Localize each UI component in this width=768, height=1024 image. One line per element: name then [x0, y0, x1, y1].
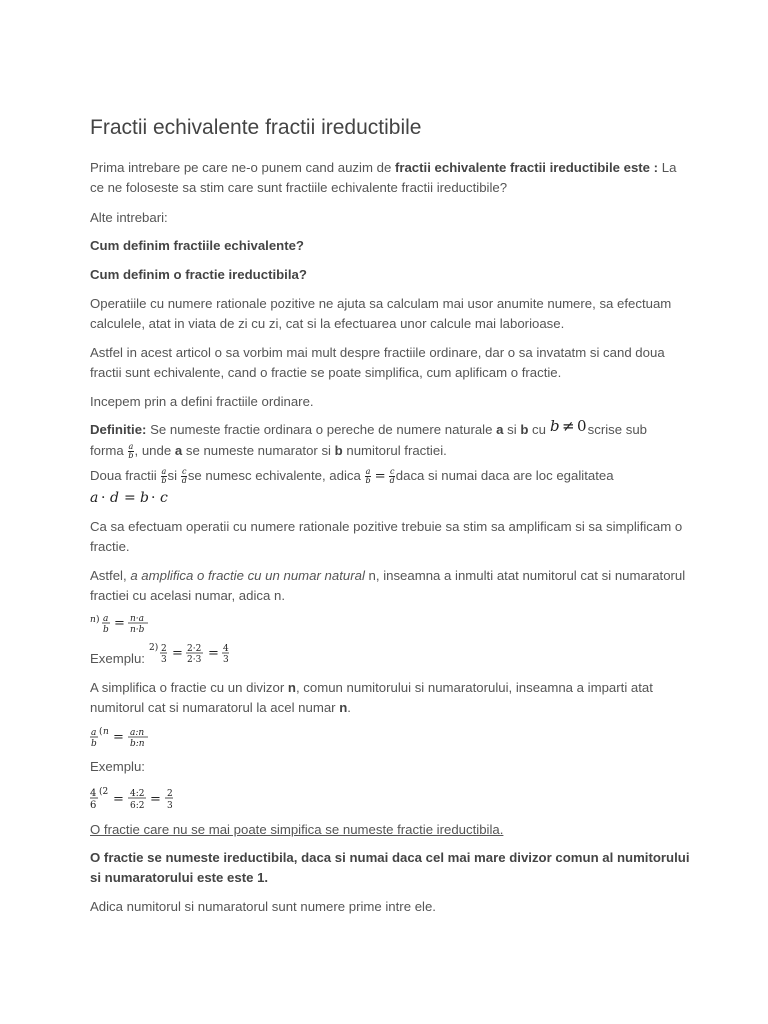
question-1-text: Cum definim fractiile echivalente?	[90, 238, 304, 253]
bold-definition	[90, 848, 690, 888]
fraction-a-b: $\frac{a}{b}$	[161, 467, 167, 486]
svg-text:=: =	[113, 730, 124, 745]
svg-text:=: =	[113, 792, 124, 807]
svg-text:a: a	[91, 728, 97, 738]
definition-text-3: cu	[528, 422, 550, 437]
svg-text:n·a: n·a	[130, 614, 145, 624]
svg-text:(2: (2	[99, 787, 109, 797]
svg-text:2): 2)	[148, 643, 158, 653]
svg-text:·: ·	[101, 490, 106, 506]
svg-text:=: =	[171, 646, 183, 661]
svg-text:a: a	[90, 490, 99, 506]
svg-text:3: 3	[222, 655, 229, 665]
amplifica-text-1: Astfel,	[90, 568, 131, 583]
svg-text:c: c	[160, 490, 168, 506]
svg-text:≠: ≠	[561, 418, 575, 435]
definition-label: Definitie:	[90, 422, 147, 437]
last-paragraph: Adica numitorul si numaratorul sunt numere prime intre ele.	[90, 899, 436, 914]
svg-text:6:2: 6:2	[130, 801, 145, 811]
definition-text-6: , unde	[134, 443, 175, 458]
svg-text:=: =	[114, 616, 125, 631]
definition-text-7: se numeste numarator si	[182, 443, 335, 458]
definition-block	[90, 418, 690, 461]
paragraph-operatii: Operatiile cu numere rationale pozitive ne ajuta sa calculam mai usor anumite numere, sa efectuam calculele, atat in viata de zi cu zi, cat si la efectuarea unor calcule mai laborioase.	[90, 296, 672, 331]
equivalence-block	[90, 464, 690, 507]
definition-text-1: Se numeste fractie ordinara o pereche de numere naturale	[146, 422, 497, 437]
underline-statement: O fractie care nu se mai poate simpifica se numeste fractie ireductibila.	[90, 822, 504, 837]
page-title: Fractii echivalente fractii ireductibile	[90, 116, 422, 139]
fraction-c-d: $\frac{c}{d}$	[181, 467, 187, 486]
simplifica-n-2: n	[339, 700, 348, 715]
definition-text-2: si	[503, 422, 521, 437]
paragraph-casa: Ca sa efectuam operatii cu numere rationale pozitive trebuie sa stim sa amplificam si sa simplificam o fractie.	[90, 519, 683, 554]
svg-text:3: 3	[160, 655, 167, 665]
definition-line-2	[90, 441, 690, 461]
definition-a: a	[496, 422, 504, 437]
svg-text:4: 4	[90, 788, 97, 799]
equivalence-text-2: si	[167, 468, 181, 483]
svg-text:4: 4	[222, 644, 229, 654]
svg-text:2·3: 2·3	[186, 655, 201, 665]
definition-text-8: numitorul fractiei.	[342, 443, 447, 458]
equivalence-text-1: Doua fractii	[90, 468, 161, 483]
fraction-a-over-b: $\frac{a}{b}$	[128, 442, 134, 461]
svg-text:b: b	[140, 490, 149, 506]
svg-text:a: a	[103, 614, 109, 624]
amplifica-italic: a amplifica o fractie cu un numar natural	[130, 568, 365, 583]
intro-prefix: Prima intrebare pe care ne-o punem cand auzim de	[90, 160, 395, 175]
svg-text:·: ·	[151, 490, 156, 506]
definition-a-2: a	[174, 443, 183, 458]
svg-text:a:n: a:n	[130, 728, 145, 738]
example-1-formula	[149, 640, 259, 666]
svg-text:n: n	[103, 727, 109, 737]
fraction-c-d-eq: $\frac{c}{d}$	[389, 467, 395, 486]
question-2-text: Cum definim o fractie ireductibila?	[90, 267, 307, 282]
definition-b-2: b	[334, 443, 343, 458]
question-2	[90, 265, 690, 285]
definition-line-1	[90, 418, 690, 441]
svg-text:b: b	[91, 739, 97, 749]
intro-bold: fractii echivalente fractii ireductibile este :	[394, 160, 659, 175]
definition-text-4: scrise sub	[587, 422, 648, 437]
alte-intrebari: Alte intrebari:	[90, 210, 168, 225]
simplification-formula	[90, 724, 690, 750]
equivalence-text-4: daca si numai daca are loc egalitatea	[395, 468, 614, 483]
svg-text:2: 2	[160, 644, 167, 654]
simplifica-n: n	[287, 680, 296, 695]
example-2-label: Exemplu:	[90, 759, 145, 774]
svg-text:): )	[96, 615, 100, 625]
svg-text:6: 6	[90, 800, 97, 811]
example-1-label: Exemplu:	[90, 651, 149, 666]
fraction-a-b-eq: $\frac{a}{b}$	[365, 467, 371, 486]
svg-text:d: d	[110, 490, 119, 506]
definition-b: b	[520, 422, 529, 437]
svg-text:=: =	[150, 792, 161, 807]
simplifica-text-1: A simplifica o fractie cu un divizor	[90, 680, 288, 695]
amplification-formula	[90, 610, 690, 636]
svg-text:n·b: n·b	[130, 625, 145, 635]
svg-text:n: n	[90, 615, 96, 625]
paragraph-amplifica	[90, 566, 690, 606]
equality-ad-bc	[90, 489, 180, 507]
svg-text:b: b	[103, 625, 109, 635]
svg-text:=: =	[207, 646, 219, 661]
equals-sign: =	[374, 469, 386, 484]
b-not-zero-formula	[550, 418, 588, 436]
bold-definition-text: O fractie se numeste ireductibila, daca si numai daca cel mai mare divizor comun al numitorului si numaratorului este este 1.	[90, 850, 690, 885]
equivalence-line	[90, 464, 690, 489]
paragraph-astfel: Astfel in acest articol o sa vorbim mai mult despre fractiile ordinare, dar o sa invatatm si cand doua fractii sunt echivalente, cand o fractie se poate simplifica, cum aplificam o fractie.	[90, 345, 665, 380]
simplifica-text-2: , comun numitorului si numaratorului, inseamna a imparti atat numitorul cat si numaratorul la acel numar	[90, 680, 653, 715]
example-1	[90, 640, 690, 666]
svg-text:b:n: b:n	[130, 739, 145, 749]
definition-text-5: forma	[90, 443, 128, 458]
question-1	[90, 236, 690, 256]
svg-text:3: 3	[167, 801, 173, 811]
svg-text:4:2: 4:2	[130, 789, 145, 799]
svg-text:2: 2	[167, 789, 173, 799]
intro-paragraph	[90, 158, 690, 198]
paragraph-simplifica	[90, 678, 690, 718]
svg-text:(: (	[99, 727, 103, 737]
example-2-formula	[90, 784, 690, 812]
amplifica-text-2: n, inseamna a inmulti atat numitorul cat si numaratorul fractiei cu acelasi numar, adica n.	[90, 568, 686, 603]
svg-text:=: =	[124, 490, 136, 506]
simplifica-text-3: .	[347, 700, 351, 715]
paragraph-incepem: Incepem prin a defini fractiile ordinare.	[90, 394, 314, 409]
svg-text:0: 0	[576, 418, 587, 435]
equivalence-text-3: se numesc echivalente, adica	[187, 468, 365, 483]
svg-text:b: b	[549, 418, 560, 435]
svg-text:2·2: 2·2	[186, 644, 201, 654]
intro-suffix: La ce ne foloseste sa stim care sunt fractiile echivalente fractii ireductibile?	[90, 160, 677, 195]
